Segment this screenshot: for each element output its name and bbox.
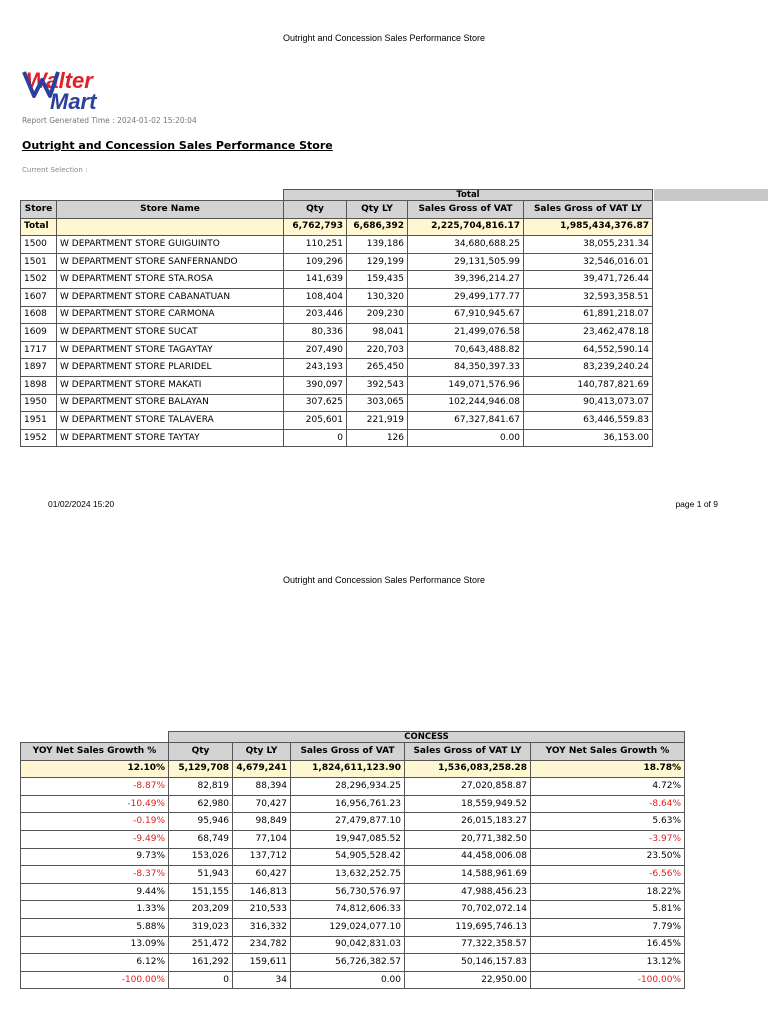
cell-concess-yoy: -8.64% — [531, 795, 685, 813]
cell-sales: 67,327,841.67 — [408, 412, 524, 430]
cell-sales: 70,643,488.82 — [408, 341, 524, 359]
page-header-title-2: Outright and Concession Sales Performance Store — [282, 575, 486, 585]
cell-sales: 34,680,688.25 — [408, 236, 524, 254]
cell-concess-sales: 16,956,761.23 — [291, 795, 405, 813]
cell-concess-qty-ly: 137,712 — [233, 848, 291, 866]
col-header-store: Store — [21, 201, 57, 219]
cell-yoy-total: 6.12% — [21, 954, 169, 972]
cell-sales-ly: 23,462,478.18 — [524, 324, 653, 342]
blank-group-cell — [21, 190, 284, 201]
cell-store: 1607 — [21, 288, 57, 306]
cell-store-name: W DEPARTMENT STORE MAKATI — [57, 376, 284, 394]
table-row — [21, 866, 685, 884]
cell-sales: 84,350,397.33 — [408, 359, 524, 377]
cell-concess-sales-ly: 20,771,382.50 — [405, 830, 531, 848]
cell-concess-sales-ly: 47,988,456.23 — [405, 883, 531, 901]
cell-concess-sales: 56,726,382.57 — [291, 954, 405, 972]
cell-concess-qty-ly: 60,427 — [233, 866, 291, 884]
cell-concess-qty: 68,749 — [169, 830, 233, 848]
cell-concess-sales: 90,042,831.03 — [291, 936, 405, 954]
cell-yoy-total: 1.33% — [21, 901, 169, 919]
table-row — [21, 936, 685, 954]
col-header-sales-ly: Sales Gross of VAT LY — [524, 201, 653, 219]
cell-yoy-total: -8.37% — [21, 866, 169, 884]
cell-store: 1609 — [21, 324, 57, 342]
report-generated-time: Report Generated Time : 2024-01-02 15:20:04 — [22, 116, 197, 125]
cell-qty: 0 — [284, 429, 347, 447]
table-row — [21, 954, 685, 972]
cell-concess-qty: 319,023 — [169, 918, 233, 936]
cell-yoy-total: -0.19% — [21, 813, 169, 831]
table-row — [21, 288, 653, 306]
cell-store-name: W DEPARTMENT STORE GUIGUINTO — [57, 236, 284, 254]
logo-text-top: Walter — [26, 68, 93, 93]
cell-yoy-total: -9.49% — [21, 830, 169, 848]
group-header-concess: CONCESS — [169, 732, 685, 743]
cell-qty-ly: 130,320 — [347, 288, 408, 306]
table-row — [21, 918, 685, 936]
cell-sales: 67,910,945.67 — [408, 306, 524, 324]
cell-store-name: W DEPARTMENT STORE SANFERNANDO — [57, 253, 284, 271]
cell-concess-sales-ly: 77,322,358.57 — [405, 936, 531, 954]
cell-sales: 149,071,576.96 — [408, 376, 524, 394]
col-header-concess-sales-ly: Sales Gross of VAT LY — [405, 743, 531, 761]
cell-concess-sales: 27,479,877.10 — [291, 813, 405, 831]
total-sales-ly: 1,985,434,376.87 — [524, 218, 653, 236]
table-row — [21, 236, 653, 254]
cell-concess-sales-ly: 22,950.00 — [405, 971, 531, 989]
cell-sales-ly: 63,446,559.83 — [524, 412, 653, 430]
cell-concess-qty: 251,472 — [169, 936, 233, 954]
table-row — [21, 830, 685, 848]
cell-store-name: W DEPARTMENT STORE STA.ROSA — [57, 271, 284, 289]
cell-concess-yoy: 5.81% — [531, 901, 685, 919]
concess-total-sales: 1,824,611,123.90 — [291, 760, 405, 778]
cell-sales-ly: 90,413,073.07 — [524, 394, 653, 412]
cell-qty: 110,251 — [284, 236, 347, 254]
cell-concess-sales-ly: 44,458,006.08 — [405, 848, 531, 866]
cell-qty: 108,404 — [284, 288, 347, 306]
cell-concess-yoy: 13.12% — [531, 954, 685, 972]
group-header-total: Total — [284, 190, 653, 201]
table-row — [21, 253, 653, 271]
cell-concess-yoy: 16.45% — [531, 936, 685, 954]
cell-qty-ly: 265,450 — [347, 359, 408, 377]
cell-concess-qty: 203,209 — [169, 901, 233, 919]
cell-qty: 243,193 — [284, 359, 347, 377]
col-header-sales: Sales Gross of VAT — [408, 201, 524, 219]
blank-group-cell-2 — [21, 732, 169, 743]
cell-qty-ly: 159,435 — [347, 271, 408, 289]
cell-qty: 80,336 — [284, 324, 347, 342]
cell-concess-yoy: 23.50% — [531, 848, 685, 866]
cell-concess-qty-ly: 34 — [233, 971, 291, 989]
cell-qty-ly: 129,199 — [347, 253, 408, 271]
table-row — [21, 813, 685, 831]
cell-store: 1950 — [21, 394, 57, 412]
table-row — [21, 795, 685, 813]
cell-sales: 0.00 — [408, 429, 524, 447]
cell-qty: 307,625 — [284, 394, 347, 412]
cell-concess-sales-ly: 14,588,961.69 — [405, 866, 531, 884]
table-row — [21, 341, 653, 359]
cell-store: 1501 — [21, 253, 57, 271]
concess-total-qty: 5,129,708 — [169, 760, 233, 778]
total-header-extension — [654, 189, 768, 201]
cell-qty-ly: 126 — [347, 429, 408, 447]
cell-concess-sales: 0.00 — [291, 971, 405, 989]
cell-concess-yoy: -6.56% — [531, 866, 685, 884]
cell-store: 1898 — [21, 376, 57, 394]
page-header-title: Outright and Concession Sales Performance Store — [282, 33, 486, 43]
total-yoy-total: 12.10% — [21, 760, 169, 778]
cell-sales: 29,499,177.77 — [408, 288, 524, 306]
store-sales-table — [20, 189, 653, 447]
cell-concess-qty-ly: 146,813 — [233, 883, 291, 901]
cell-store-name: W DEPARTMENT STORE PLARIDEL — [57, 359, 284, 377]
cell-qty-ly: 98,041 — [347, 324, 408, 342]
col-header-yoy-total: YOY Net Sales Growth % — [21, 743, 169, 761]
cell-concess-sales-ly: 27,020,858.87 — [405, 778, 531, 796]
cell-store: 1502 — [21, 271, 57, 289]
cell-yoy-total: 9.44% — [21, 883, 169, 901]
cell-store-name: W DEPARTMENT STORE CARMONA — [57, 306, 284, 324]
col-header-concess-sales: Sales Gross of VAT — [291, 743, 405, 761]
walter-mart-logo — [22, 66, 128, 116]
concess-total-qty-ly: 4,679,241 — [233, 760, 291, 778]
concess-total-sales-ly: 1,536,083,258.28 — [405, 760, 531, 778]
cell-concess-qty: 0 — [169, 971, 233, 989]
cell-concess-qty: 151,155 — [169, 883, 233, 901]
cell-concess-qty: 62,980 — [169, 795, 233, 813]
col-header-qty: Qty — [284, 201, 347, 219]
cell-sales-ly: 61,891,218.07 — [524, 306, 653, 324]
col-header-qty-ly: Qty LY — [347, 201, 408, 219]
cell-concess-yoy: -3.97% — [531, 830, 685, 848]
total-label: Total — [21, 218, 57, 236]
cell-concess-sales-ly: 50,146,157.83 — [405, 954, 531, 972]
cell-concess-qty-ly: 77,104 — [233, 830, 291, 848]
cell-store: 1952 — [21, 429, 57, 447]
cell-sales: 29,131,505.99 — [408, 253, 524, 271]
concession-sales-table — [20, 731, 685, 989]
cell-yoy-total: -10.49% — [21, 795, 169, 813]
cell-concess-sales: 74,812,606.33 — [291, 901, 405, 919]
table-row — [21, 306, 653, 324]
cell-qty-ly: 392,543 — [347, 376, 408, 394]
table-row — [21, 778, 685, 796]
cell-store: 1500 — [21, 236, 57, 254]
current-selection-label: Current Selection : — [22, 166, 88, 174]
cell-concess-qty-ly: 98,849 — [233, 813, 291, 831]
footer-date: 01/02/2024 15:20 — [48, 499, 115, 509]
cell-concess-qty: 95,946 — [169, 813, 233, 831]
cell-sales: 102,244,946.08 — [408, 394, 524, 412]
cell-store: 1951 — [21, 412, 57, 430]
cell-sales-ly: 36,153.00 — [524, 429, 653, 447]
cell-concess-qty: 82,819 — [169, 778, 233, 796]
col-header-store-name: Store Name — [57, 201, 284, 219]
cell-concess-qty-ly: 159,611 — [233, 954, 291, 972]
cell-store-name: W DEPARTMENT STORE BALAYAN — [57, 394, 284, 412]
cell-concess-yoy: 7.79% — [531, 918, 685, 936]
logo-text-bottom: Mart — [50, 89, 97, 114]
cell-concess-yoy: 4.72% — [531, 778, 685, 796]
cell-qty: 390,097 — [284, 376, 347, 394]
cell-qty: 205,601 — [284, 412, 347, 430]
cell-yoy-total: 5.88% — [21, 918, 169, 936]
cell-concess-sales: 28,296,934.25 — [291, 778, 405, 796]
table-row — [21, 394, 653, 412]
cell-concess-sales-ly: 26,015,183.27 — [405, 813, 531, 831]
cell-qty: 109,296 — [284, 253, 347, 271]
table-row — [21, 883, 685, 901]
cell-store-name: W DEPARTMENT STORE SUCAT — [57, 324, 284, 342]
cell-sales-ly: 32,593,358.51 — [524, 288, 653, 306]
cell-qty-ly: 209,230 — [347, 306, 408, 324]
cell-concess-sales: 19,947,085.52 — [291, 830, 405, 848]
cell-concess-sales: 54,905,528.42 — [291, 848, 405, 866]
cell-concess-qty-ly: 210,533 — [233, 901, 291, 919]
cell-sales: 39,396,214.27 — [408, 271, 524, 289]
cell-concess-sales-ly: 119,695,746.13 — [405, 918, 531, 936]
report-title: Outright and Concession Sales Performance Store — [22, 139, 333, 152]
total-name — [57, 218, 284, 236]
table-row — [21, 324, 653, 342]
cell-concess-yoy: 5.63% — [531, 813, 685, 831]
table-row — [21, 359, 653, 377]
cell-sales-ly: 32,546,016.01 — [524, 253, 653, 271]
cell-sales-ly: 83,239,240.24 — [524, 359, 653, 377]
cell-concess-qty-ly: 70,427 — [233, 795, 291, 813]
cell-store: 1717 — [21, 341, 57, 359]
col-header-concess-qty-ly: Qty LY — [233, 743, 291, 761]
total-sales: 2,225,704,816.17 — [408, 218, 524, 236]
cell-concess-sales-ly: 70,702,072.14 — [405, 901, 531, 919]
col-header-concess-qty: Qty — [169, 743, 233, 761]
cell-concess-sales: 13,632,252.75 — [291, 866, 405, 884]
cell-concess-qty: 161,292 — [169, 954, 233, 972]
cell-concess-sales: 129,024,077.10 — [291, 918, 405, 936]
total-row — [21, 218, 653, 236]
cell-concess-qty: 51,943 — [169, 866, 233, 884]
cell-sales-ly: 140,787,821.69 — [524, 376, 653, 394]
cell-sales-ly: 64,552,590.14 — [524, 341, 653, 359]
col-header-concess-yoy: YOY Net Sales Growth % — [531, 743, 685, 761]
total-qty-ly: 6,686,392 — [347, 218, 408, 236]
concess-total-row — [21, 760, 685, 778]
table-row — [21, 412, 653, 430]
cell-yoy-total: -8.87% — [21, 778, 169, 796]
cell-store-name: W DEPARTMENT STORE TAYTAY — [57, 429, 284, 447]
cell-qty-ly: 221,919 — [347, 412, 408, 430]
table-row — [21, 429, 653, 447]
cell-qty-ly: 220,703 — [347, 341, 408, 359]
page-number: page 1 of 9 — [675, 499, 718, 509]
cell-qty-ly: 139,186 — [347, 236, 408, 254]
cell-store-name: W DEPARTMENT STORE TALAVERA — [57, 412, 284, 430]
cell-yoy-total: -100.00% — [21, 971, 169, 989]
cell-sales-ly: 39,471,726.44 — [524, 271, 653, 289]
cell-qty: 207,490 — [284, 341, 347, 359]
cell-concess-qty-ly: 234,782 — [233, 936, 291, 954]
cell-qty: 203,446 — [284, 306, 347, 324]
cell-qty: 141,639 — [284, 271, 347, 289]
total-qty: 6,762,793 — [284, 218, 347, 236]
table-row — [21, 971, 685, 989]
cell-concess-qty-ly: 316,332 — [233, 918, 291, 936]
cell-concess-sales-ly: 18,559,949.52 — [405, 795, 531, 813]
cell-yoy-total: 13.09% — [21, 936, 169, 954]
table-row — [21, 376, 653, 394]
cell-store: 1897 — [21, 359, 57, 377]
table-row — [21, 901, 685, 919]
cell-sales-ly: 38,055,231.34 — [524, 236, 653, 254]
table-row — [21, 271, 653, 289]
cell-sales: 21,499,076.58 — [408, 324, 524, 342]
cell-concess-sales: 56,730,576.97 — [291, 883, 405, 901]
cell-store-name: W DEPARTMENT STORE CABANATUAN — [57, 288, 284, 306]
cell-concess-yoy: -100.00% — [531, 971, 685, 989]
cell-qty-ly: 303,065 — [347, 394, 408, 412]
cell-store: 1608 — [21, 306, 57, 324]
cell-yoy-total: 9.73% — [21, 848, 169, 866]
cell-store-name: W DEPARTMENT STORE TAGAYTAY — [57, 341, 284, 359]
cell-concess-qty: 153,026 — [169, 848, 233, 866]
cell-concess-yoy: 18.22% — [531, 883, 685, 901]
table-row — [21, 848, 685, 866]
cell-concess-qty-ly: 88,394 — [233, 778, 291, 796]
concess-total-yoy: 18.78% — [531, 760, 685, 778]
